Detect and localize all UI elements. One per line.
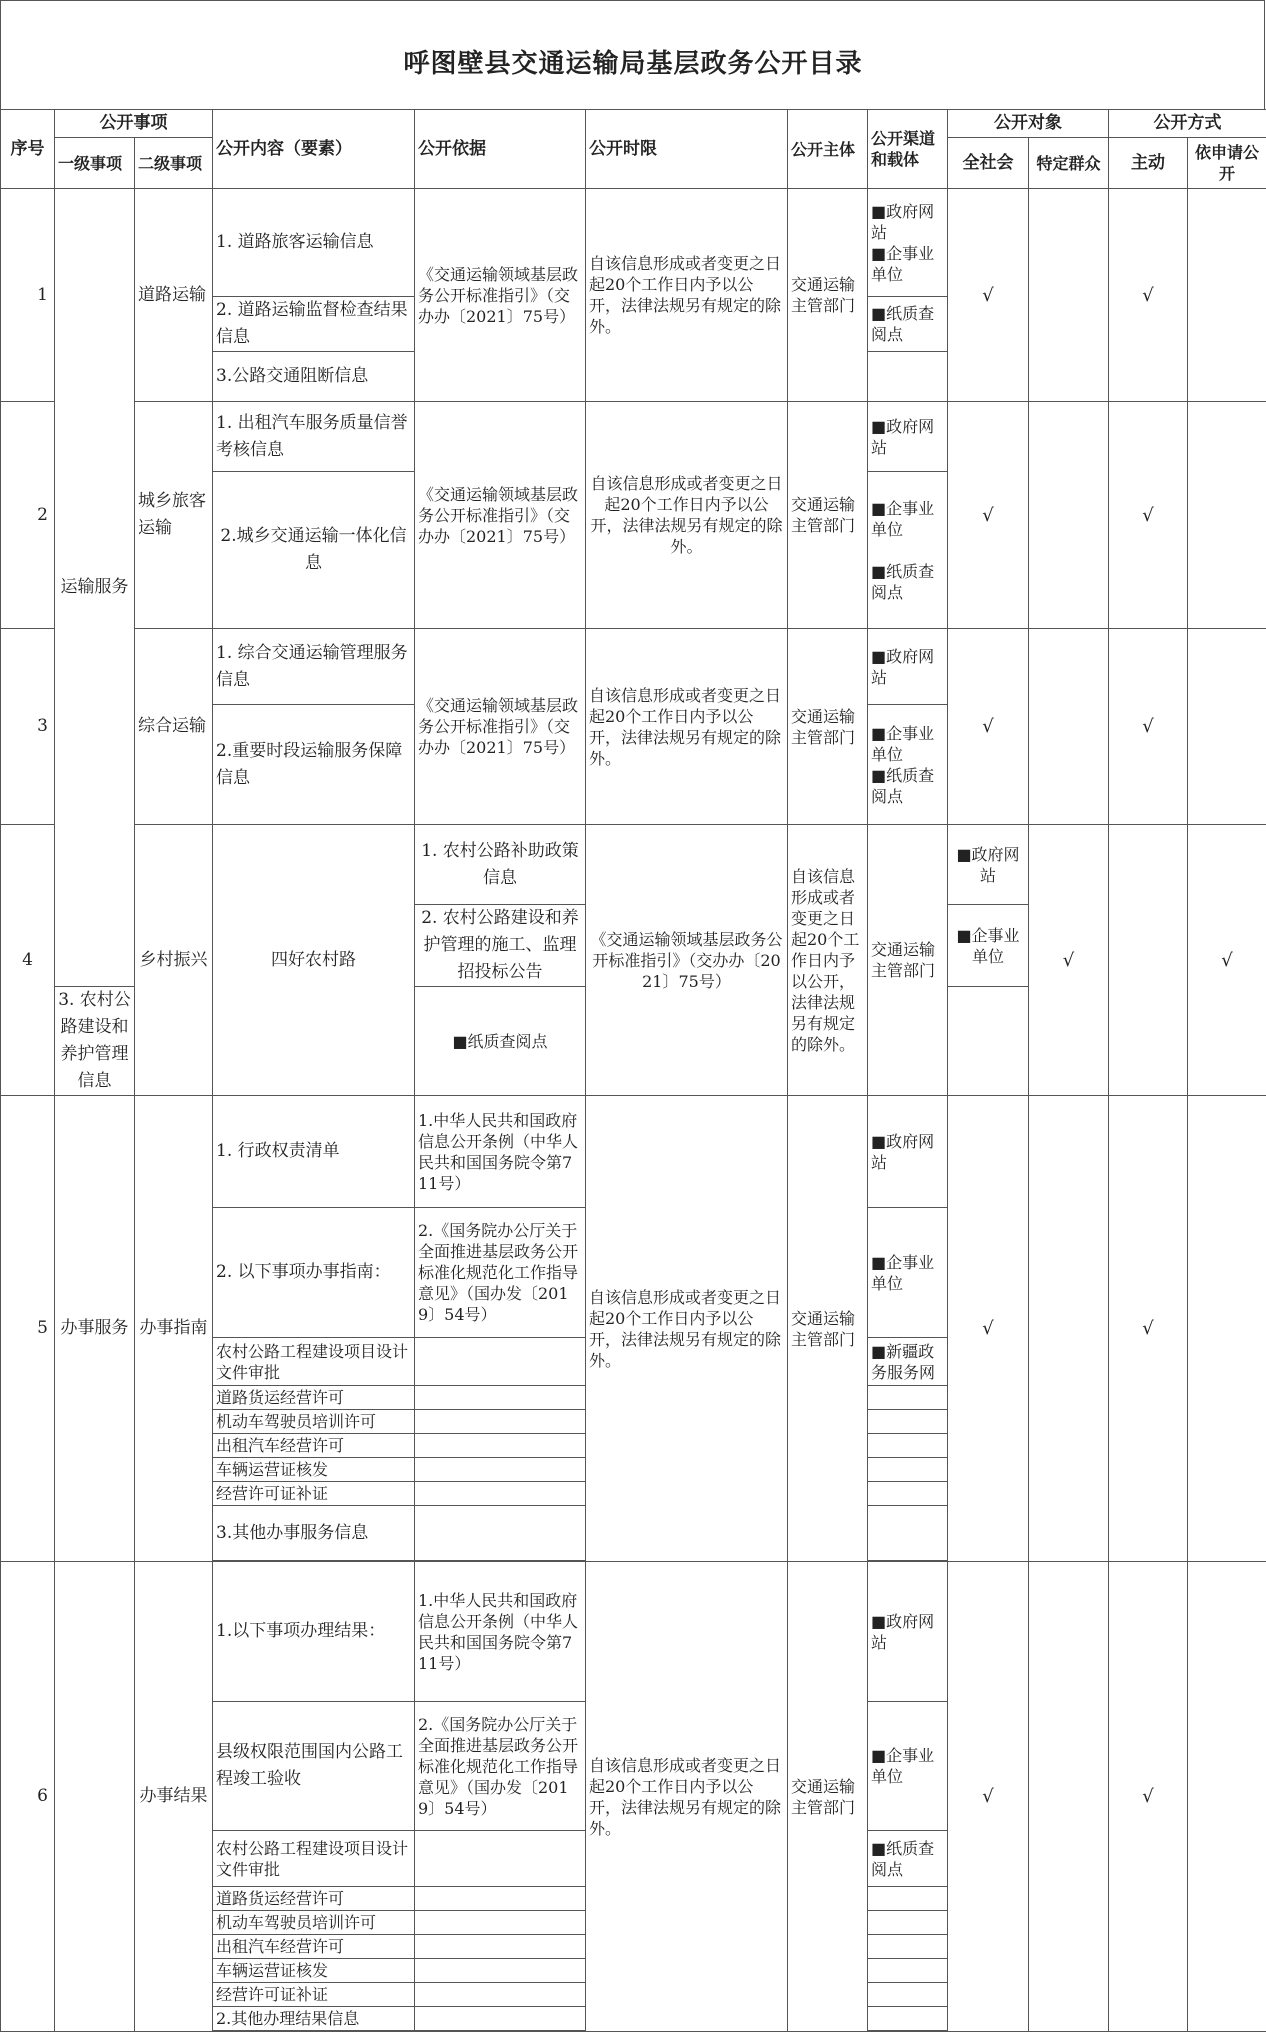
channel-cell: ■企事业单位 <box>868 1208 948 1338</box>
basis-cell <box>415 1983 586 2007</box>
header-level2: 二级事项 <box>135 138 213 189</box>
check-active: √ <box>1109 629 1188 825</box>
level2-cell: 办事结果 <box>135 1562 213 2032</box>
basis-cell <box>415 1887 586 1911</box>
basis-cell: 1.中华人民共和国政府信息公开条例（中华人民共和国国务院令第711号） <box>415 1096 586 1208</box>
header-specific: 特定群众 <box>1029 138 1109 189</box>
service-item: 道路货运经营许可 <box>213 1386 415 1410</box>
on-request-cell <box>1188 402 1266 629</box>
check-all-society: √ <box>948 1562 1029 2032</box>
service-item: 农村公路工程建设项目设计文件审批 <box>213 1831 415 1887</box>
service-item: 机动车驾驶员培训许可 <box>213 1410 415 1434</box>
service-item: 道路货运经营许可 <box>213 1887 415 1911</box>
check-active: √ <box>1188 825 1266 1096</box>
time-limit-cell: 自该信息形成或者变更之日起20个工作日内予以公开，法律法规另有规定的除外。 <box>586 189 788 402</box>
service-item: 经营许可证补证 <box>213 1983 415 2007</box>
level1-cell: 乡村振兴 <box>135 825 213 1096</box>
table-row <box>1 825 1266 905</box>
basis-cell <box>415 1458 586 1482</box>
channel-cell <box>868 1887 948 1911</box>
channel-cell: ■纸质查阅点 <box>868 297 948 352</box>
content-cell: 1. 农村公路补助政策信息 <box>415 825 586 905</box>
channel-cell: ■政府网站 ■企事业单位 <box>868 189 948 297</box>
content-cell: 1. 行政权责清单 <box>213 1096 415 1208</box>
channel-cell: ■纸质查阅点 <box>415 987 586 1096</box>
level2-cell: 办事指南 <box>135 1096 213 1562</box>
channel-cell <box>868 1386 948 1410</box>
channel-cell <box>868 1458 948 1482</box>
header-method: 公开方式 <box>1109 110 1266 138</box>
level1-cell: 办事服务 <box>55 1096 135 1562</box>
service-item: 机动车驾驶员培训许可 <box>213 1911 415 1935</box>
header-seq: 序号 <box>1 110 55 189</box>
basis-cell <box>415 1935 586 1959</box>
level2-cell: 城乡旅客运输 <box>135 402 213 629</box>
content-cell: 3. 农村公路建设和养护管理信息 <box>55 987 135 1096</box>
channel-cell: ■政府网站 <box>868 402 948 472</box>
channel-cell <box>868 1410 948 1434</box>
content-cell: 2. 以下事项办事指南： <box>213 1208 415 1338</box>
check-active: √ <box>1109 189 1188 402</box>
basis-cell <box>415 1434 586 1458</box>
channel-cell <box>868 1911 948 1935</box>
channel-cell: ■新疆政务服务网 <box>868 1338 948 1386</box>
content-cell: 1. 出租汽车服务质量信誉考核信息 <box>213 402 415 472</box>
time-limit-cell: 自该信息形成或者变更之日起20个工作日内予以公开，法律法规另有规定的除外。 <box>586 1096 788 1562</box>
channel-cell <box>868 2031 948 2032</box>
channel-cell <box>868 352 948 402</box>
basis-cell <box>415 1482 586 1506</box>
channel-cell: ■企事业单位 <box>948 905 1029 987</box>
basis-cell <box>415 2031 586 2032</box>
table-row <box>1 1096 1266 1208</box>
subject-cell: 交通运输主管部门 <box>868 825 948 1096</box>
basis-cell <box>415 1831 586 1887</box>
row-seq: 1 <box>1 189 55 402</box>
content-cell: 2.其他办理结果信息 <box>213 2007 415 2031</box>
basis-cell: 2.《国务院办公厅关于全面推进基层政务公开标准化规范化工作指导意见》（国办发〔2019〕54号） <box>415 1702 586 1831</box>
row-seq: 2 <box>1 402 55 629</box>
on-request-cell <box>1188 629 1266 825</box>
channel-cell <box>868 1983 948 2007</box>
time-limit-cell: 自该信息形成或者变更之日起20个工作日内予以公开，法律法规另有规定的除外。 <box>586 629 788 825</box>
subject-cell: 交通运输主管部门 <box>788 1562 868 2032</box>
specific-cell <box>1029 1096 1109 1562</box>
content-cell: 1. 道路旅客运输信息 <box>213 189 415 297</box>
content-cell <box>213 2031 415 2032</box>
check-all-society: √ <box>948 629 1029 825</box>
table-row <box>1 189 1266 297</box>
content-cell: 1. 综合交通运输管理服务信息 <box>213 629 415 705</box>
content-cell: 3.其他办事服务信息 <box>213 1506 415 1561</box>
channel-cell: ■政府网站 <box>868 1562 948 1702</box>
check-all-society: √ <box>948 189 1029 402</box>
basis-cell: 《交通运输领域基层政务公开标准指引》（交办办〔2021〕75号） <box>415 402 586 629</box>
basis-cell: 1.中华人民共和国政府信息公开条例（中华人民共和国国务院令第711号） <box>415 1562 586 1702</box>
header-level1: 一级事项 <box>55 138 135 189</box>
subject-cell: 交通运输主管部门 <box>788 629 868 825</box>
basis-cell: 《交通运输领域基层政务公开标准指引》（交办办〔2021〕75号） <box>415 189 586 402</box>
on-request-cell <box>1188 1562 1266 2032</box>
row-seq: 4 <box>1 825 55 1096</box>
header-basis: 公开依据 <box>415 110 586 189</box>
channel-cell: ■政府网站 <box>868 629 948 705</box>
subject-cell: 交通运输主管部门 <box>788 402 868 629</box>
basis-cell: 《交通运输领域基层政务公开标准指引》（交办办〔2021〕75号） <box>415 629 586 825</box>
header-on-request: 依申请公开 <box>1188 138 1266 189</box>
content-cell: 1.以下事项办理结果： <box>213 1562 415 1702</box>
basis-cell <box>415 1911 586 1935</box>
check-all-society: √ <box>948 1096 1029 1562</box>
specific-cell <box>1029 189 1109 402</box>
on-request-cell <box>1188 1096 1266 1562</box>
basis-cell <box>415 1506 586 1561</box>
level1-cell <box>55 1562 135 2032</box>
table-row <box>1 402 1266 472</box>
row-seq: 6 <box>1 1562 55 2032</box>
header-row-1 <box>1 110 1266 138</box>
check-active: √ <box>1109 1096 1188 1562</box>
service-item: 车辆运营证核发 <box>213 1959 415 1983</box>
service-item: 经营许可证补证 <box>213 1482 415 1506</box>
header-content: 公开内容（要素） <box>213 110 415 189</box>
channel-cell: ■政府网站 <box>868 1096 948 1208</box>
channel-cell: ■政府网站 <box>948 825 1029 905</box>
channel-cell <box>868 1506 948 1561</box>
content-cell: 县级权限范围国内公路工程竣工验收 <box>213 1702 415 1831</box>
basis-cell <box>415 2007 586 2031</box>
subject-cell: 交通运输主管部门 <box>788 1096 868 1562</box>
service-item: 出租汽车经营许可 <box>213 1935 415 1959</box>
channel-cell: ■企事业单位 ■纸质查阅点 <box>868 472 948 629</box>
level1-cell: 运输服务 <box>55 189 135 987</box>
disclosure-table <box>0 109 1266 2032</box>
level2-cell: 道路运输 <box>135 189 213 402</box>
header-target: 公开对象 <box>948 110 1109 138</box>
header-channel: 公开渠道和载体 <box>868 110 948 189</box>
specific-cell <box>1029 402 1109 629</box>
basis-cell <box>415 1410 586 1434</box>
header-all-society: 全社会 <box>948 138 1029 189</box>
header-active: 主动 <box>1109 138 1188 189</box>
check-active: √ <box>1109 1562 1188 2032</box>
level2-cell: 四好农村路 <box>213 825 415 1096</box>
channel-cell: ■纸质查阅点 <box>868 1831 948 1887</box>
specific-cell <box>1109 825 1188 1096</box>
content-cell: 3.公路交通阻断信息 <box>213 352 415 402</box>
content-cell: 2. 道路运输监督检查结果信息 <box>213 297 415 352</box>
channel-cell <box>868 1935 948 1959</box>
channel-cell <box>868 1959 948 1983</box>
specific-cell <box>1029 629 1109 825</box>
level2-cell: 综合运输 <box>135 629 213 825</box>
check-all-society: √ <box>1029 825 1109 1096</box>
content-cell: 2. 农村公路建设和养护管理的施工、监理招投标公告 <box>415 905 586 987</box>
check-all-society: √ <box>948 402 1029 629</box>
row-seq: 3 <box>1 629 55 825</box>
service-item: 农村公路工程建设项目设计文件审批 <box>213 1338 415 1386</box>
time-limit-cell: 自该信息形成或者变更之日起20个工作日内予以公开，法律法规另有规定的除外。 <box>586 402 788 629</box>
table-row <box>1 1562 1266 1702</box>
check-active: √ <box>1109 402 1188 629</box>
channel-cell <box>868 2007 948 2031</box>
header-subject: 公开主体 <box>788 110 868 189</box>
channel-cell <box>868 1434 948 1458</box>
page-title: 呼图壁县交通运输局基层政务公开目录 <box>0 43 1266 80</box>
service-item: 出租汽车经营许可 <box>213 1434 415 1458</box>
time-limit-cell: 自该信息形成或者变更之日起20个工作日内予以公开，法律法规另有规定的除外。 <box>586 1562 788 2032</box>
channel-cell <box>868 1482 948 1506</box>
on-request-cell <box>1188 189 1266 402</box>
table-row <box>1 629 1266 705</box>
subject-cell: 交通运输主管部门 <box>788 189 868 402</box>
channel-cell: ■企事业单位 <box>868 1702 948 1831</box>
basis-cell: 2.《国务院办公厅关于全面推进基层政务公开标准化规范化工作指导意见》（国办发〔2019〕54号） <box>415 1208 586 1338</box>
header-items: 公开事项 <box>55 110 213 138</box>
row-seq: 5 <box>1 1096 55 1562</box>
content-cell: 2.城乡交通运输一体化信息 <box>213 472 415 629</box>
basis-cell <box>415 1386 586 1410</box>
channel-cell: ■企事业单位 ■纸质查阅点 <box>868 705 948 825</box>
specific-cell <box>1029 1562 1109 2032</box>
basis-cell <box>415 1338 586 1386</box>
header-time-limit: 公开时限 <box>586 110 788 189</box>
basis-cell: 《交通运输领域基层政务公开标准指引》（交办办〔2021〕75号） <box>586 825 788 1096</box>
basis-cell <box>415 1959 586 1983</box>
service-item: 车辆运营证核发 <box>213 1458 415 1482</box>
content-cell: 2.重要时段运输服务保障信息 <box>213 705 415 825</box>
time-limit-cell: 自该信息形成或者变更之日起20个工作日内予以公开，法律法规另有规定的除外。 <box>788 825 868 1096</box>
